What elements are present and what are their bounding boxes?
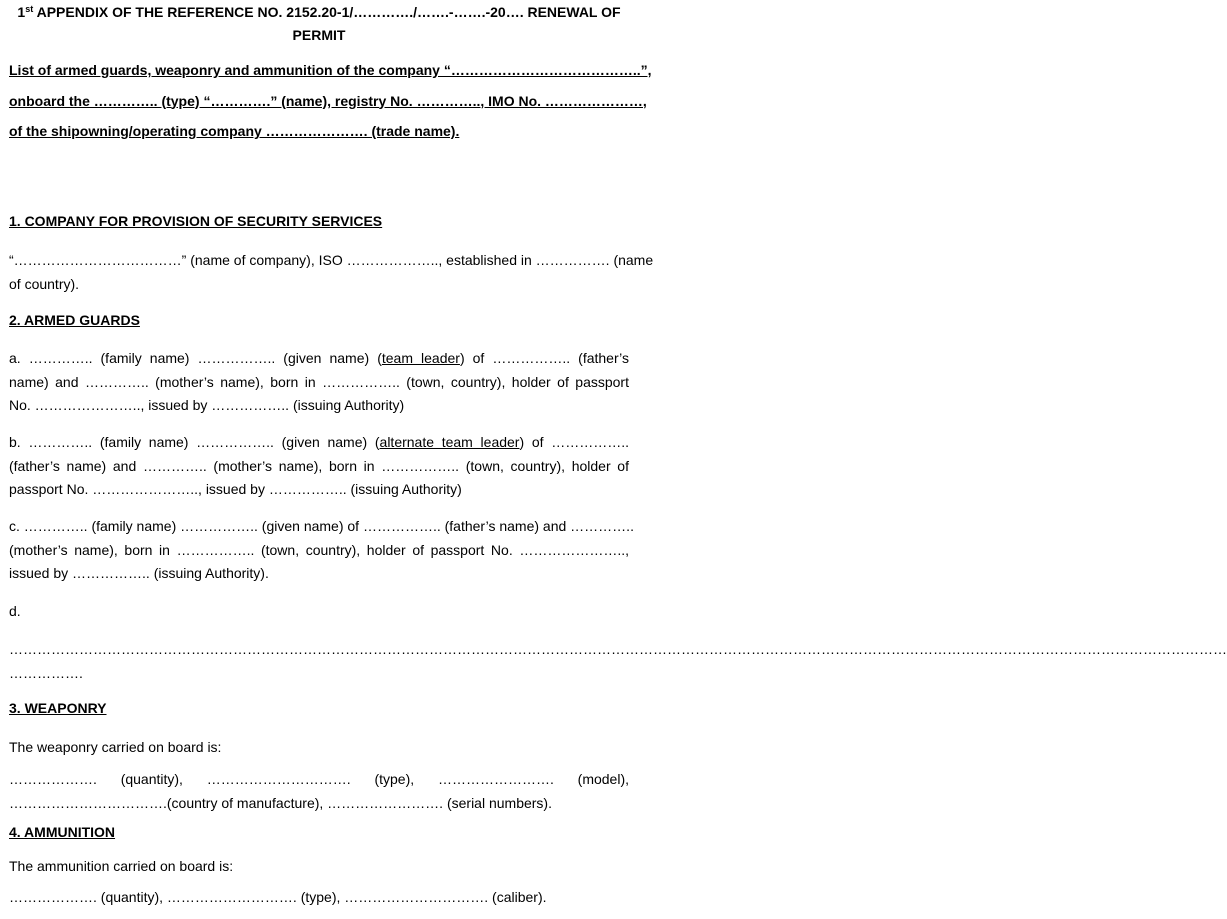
ammunition-line-1: ………………. (quantity), ………………………. (type), …………………………. (caliber). bbox=[9, 889, 547, 905]
guard-b-line-3: passport No. ………………….., issued by …………….. (issuing Authority) bbox=[9, 481, 462, 497]
guard-a-line-1-start: a. ………….. (family name) …………….. (given name) ( bbox=[9, 350, 382, 366]
weaponry-fields bbox=[9, 768, 629, 815]
guard-a-line-3: No. ………………….., issued by …………….. (issuing Authority) bbox=[9, 397, 405, 413]
section-1-heading: 1. COMPANY FOR PROVISION OF SECURITY SERVICES bbox=[9, 213, 383, 229]
intro-block bbox=[9, 55, 652, 147]
guard-c-line-1: c. ………….. (family name) …………….. (given name) of …………….. (father’s name) and ………….. bbox=[9, 518, 634, 534]
guard-a-line-2: name) and ………….. (mother’s name), born in …………….. (town, country), holder of passport bbox=[9, 373, 629, 390]
guard-d-dots-1: ……………………………………………………………………………………………………………………………………………………………………………………………………………………………………… bbox=[9, 641, 1227, 657]
weaponry-line-1: ………………. (quantity), …………………………. (type), ……………………. (model), bbox=[9, 771, 629, 787]
guard-c-line-3: issued by …………….. (issuing Authority). bbox=[9, 565, 269, 581]
section-1-line-2: of country). bbox=[9, 275, 80, 292]
guard-d-line-1 bbox=[9, 638, 1227, 662]
guard-c-line-2: (mother’s name), born in …………….. (town, country), holder of passport No. ………………….., bbox=[9, 541, 629, 558]
section-1-line-1: “………………………………” (name of company), ISO ……………….., established in ……………. (name bbox=[9, 252, 654, 268]
alternate-team-leader-label: alternate team leader bbox=[379, 434, 520, 450]
guard-a-line-1 bbox=[9, 347, 629, 371]
guard-b bbox=[9, 431, 629, 502]
title-reference: APPENDIX OF THE REFERENCE NO. 2152.20-1/…………./…….-…….-20…. RENEWAL OF bbox=[33, 4, 621, 20]
ammunition-intro bbox=[9, 855, 629, 879]
intro-line-2: onboard the ………….. (type) “………….” (name), registry No. ………….., IMO No. …………………, bbox=[9, 92, 647, 109]
guard-b-line-1 bbox=[9, 431, 629, 455]
intro-line-1: List of armed guards, weaponry and ammunition of the company “…………………………………..”, bbox=[9, 62, 652, 78]
guard-a bbox=[9, 347, 629, 418]
section-2-heading: 2. ARMED GUARDS bbox=[9, 312, 140, 328]
guard-b-line-1-end: ) of …………….. bbox=[519, 434, 629, 450]
team-leader-label: team leader bbox=[381, 350, 460, 366]
guard-d-label: d. bbox=[9, 603, 21, 619]
guard-d bbox=[9, 600, 629, 624]
section-3-heading: 3. WEAPONRY bbox=[9, 700, 107, 716]
weaponry-intro bbox=[9, 736, 629, 760]
weaponry-intro-text: The weaponry carried on board is: bbox=[9, 739, 222, 755]
section-4-heading: 4. AMMUNITION bbox=[9, 824, 116, 840]
guard-c bbox=[9, 515, 634, 586]
ammunition-fields bbox=[9, 886, 629, 910]
guard-a-line-1-end: ) of …………….. (father’s bbox=[459, 350, 629, 366]
guard-b-line-1-start: b. ………….. (family name) …………….. (given name) ( bbox=[9, 434, 380, 450]
ammunition-intro-text: The ammunition carried on board is: bbox=[9, 858, 234, 874]
title-line-2: PERMIT bbox=[292, 27, 346, 43]
intro-line-3: of the shipowning/operating company …………………. (trade name). bbox=[9, 123, 460, 139]
weaponry-line-2: …………………………….(country of manufacture), ……………………. (serial numbers). bbox=[9, 794, 552, 811]
title-ordinal-suffix: st bbox=[25, 4, 34, 14]
guard-b-line-2: (father’s name) and ………….. (mother’s name), born in …………….. (town, country), holder of bbox=[9, 457, 629, 474]
guard-d-dots-2: ……………. bbox=[9, 665, 83, 681]
guard-d-line-2 bbox=[9, 662, 629, 686]
document-title bbox=[9, 1, 629, 47]
title-ordinal: 1 bbox=[17, 4, 26, 20]
document-page bbox=[9, 0, 1227, 905]
title-line-1 bbox=[9, 1, 629, 24]
section-1-body bbox=[9, 249, 654, 296]
